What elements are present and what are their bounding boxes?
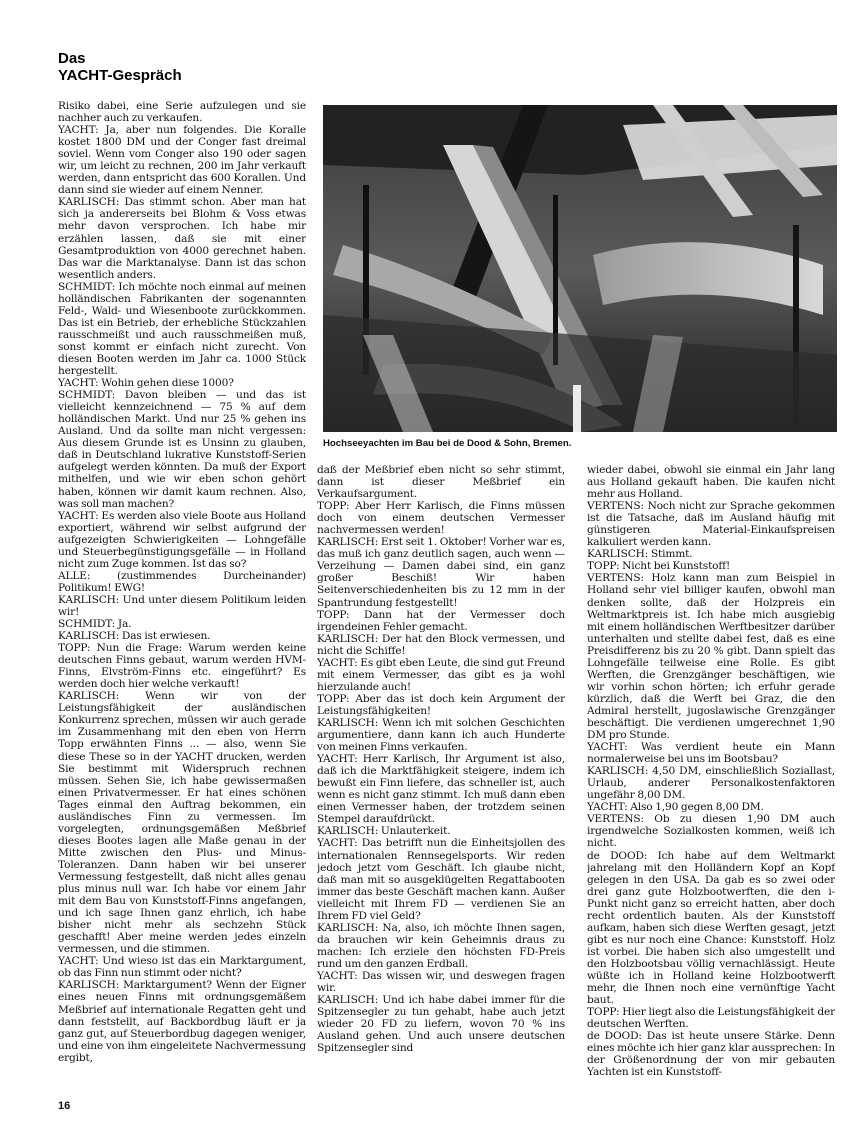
- paragraph: SCHMIDT: Ich möchte noch einmal auf meinen holländischen Fabrikanten der sogenannten Feld-, Wald- und Wiesenboote zurückkommen. Das ist ein Betrieb, der erhebliche Stückzahlen rausschmeißt und auch rausschmeißen muß, sonst kommt er einfach nicht zurecht. Von diesen Booten werden im Jahr ca. 1000 Stück hergestellt.: [58, 280, 306, 378]
- paragraph: TOPP: Aber das ist doch kein Argument der Leistungsfähigkeiten!: [317, 692, 565, 717]
- paragraph: KARLISCH: Na, also, ich möchte Ihnen sagen, da brauchen wir kein Geheimnis draus zu machen: Ich erziele den höchsten FD-Preis rund um den ganzen Erdball.: [317, 921, 565, 970]
- paragraph: YACHT: Und wieso ist das ein Marktargument, ob das Finn nun stimmt oder nicht?: [58, 955, 306, 980]
- section-title-line2: YACHT-Gespräch: [58, 67, 182, 84]
- paragraph: YACHT: Ja, aber nun folgendes. Die Koralle kostet 1800 DM und der Conger fast dreimal soviel. Wenn vom Conger also 190 oder sagen wir, um leicht zu rechnen, 200 im Jahr verkauft werden, dann entspricht das 600 Korallen. Und dann sind sie wieder auf einem Nenner.: [58, 124, 306, 197]
- paragraph: TOPP: Hier liegt also die Leistungsfähigkeit der deutschen Werften.: [587, 1006, 835, 1031]
- text-column-1: [58, 100, 306, 1110]
- text-column-3: [587, 464, 835, 1110]
- section-title: [58, 50, 182, 84]
- photo-caption: Hochseeyachten im Bau bei de Dood & Sohn, Bremen.: [323, 438, 572, 449]
- paragraph: KARLISCH: Der hat den Block vermessen, und nicht die Schiffe!: [317, 632, 565, 657]
- paragraph: KARLISCH: 4,50 DM, einschließlich Soziallast, Urlaub, anderer Personalkostenfaktoren ungefähr 8,00 DM.: [587, 765, 835, 802]
- paragraph: KARLISCH: Erst seit 1. Oktober! Vorher war es, das muß ich ganz deutlich sagen, auch wenn — Verzeihung — Damen dabei sind, ein ganz großer Beschiß! Wir haben Seitenverschiedenheiten bis zu 12 mm in der Spantrundung festgestellt!: [317, 536, 565, 609]
- paragraph: YACHT: Also 1,90 gegen 8,00 DM.: [587, 801, 764, 814]
- paragraph: KARLISCH: Unlauterkeit.: [317, 825, 451, 838]
- paragraph: daß der Meßbrief eben nicht so sehr stimmt, dann ist dieser Meßbrief ein Verkaufsargument.: [317, 464, 565, 501]
- text-column-2: [317, 464, 565, 1110]
- paragraph: YACHT: Es gibt eben Leute, die sind gut Freund mit einem Vermesser, das gibt es ja wohl hierzulande auch!: [317, 656, 565, 693]
- paragraph: TOPP: Nun die Frage: Warum werden keine deutschen Finns gebaut, warum werden HVM-Finns, Elvström-Finns etc. eingeführt? Es werden doch hier welche verkauft!: [58, 642, 306, 691]
- paragraph: KARLISCH: Wenn ich mit solchen Geschichten argumentiere, dann kann ich auch Hunderte von meinen Finns verkaufen.: [317, 716, 565, 754]
- paragraph: KARLISCH: Das stimmt schon. Aber man hat sich ja andererseits bei Blohm & Voss etwas mehr davon versprochen. Ich habe mir erzählen lassen, daß sie mit einer Gesamtproduktion von 4000 gerechnet haben. Das war die Marktanalyse. Dann ist das schon wesentlich anders.: [58, 196, 306, 281]
- paragraph: wieder dabei, obwohl sie einmal ein Jahr lang aus Holland gekauft haben. Die kaufen nicht mehr aus Holland.: [587, 464, 835, 501]
- paragraph: TOPP: Nicht bei Kunststoff!: [587, 560, 731, 573]
- paragraph: de DOOD: Ich habe auf dem Weltmarkt jahrelang mit den Holländern Kopf an Kopf gelegen in den USA. Da gab es so zwei oder drei ganz gute Holzbootwerften, die den i-Punkt nicht ganz so erreicht hatten, aber doch recht ordentlich bauten. Als der Kunststoff aufkam, haben sich diese Werften gesagt, jetzt gibt es nur noch eine Chance: Kunststoff. Holz ist vorbei. Die haben sich also umgestellt und den Holzbootsbau völlig vernachlässigt. Heute wüßte ich in Holland keine Holzbootwerft mehr, die Ihnen noch eine vernünftige Yacht baut.: [587, 849, 835, 1007]
- paragraph: KARLISCH: Und ich habe dabei immer für die Spitzensegler zu tun gehabt, habe auch jetzt wieder 20 FD zu liefern, wovon 70 % ins Ausland gehen. Und auch unsere deutschen Spitzensegler sind: [317, 994, 565, 1055]
- paragraph: YACHT: Das betrifft nun die Einheitsjollen des internationalen Rennsegelsports. Wir reden jedoch jetzt vom Geschäft. Ich glaube nicht, daß man mit so ausgeklügelten Regattabooten immer das beste Geschäft machen kann. Außer vielleicht mit Ihrem FD — verdienen Sie an Ihrem FD viel Geld?: [317, 837, 565, 922]
- paragraph: VERTENS: Holz kann man zum Beispiel in Holland sehr viel billiger kaufen, obwohl man denken sollte, daß der Holzpreis ein Weltmarktpreis ist. Ich habe mich ausgiebig mit einem holländischen Werftbesitzer darüber unterhalten und stellte dabei fest, daß es eine Preisdifferenz bis zu 20 % gibt. Dann spielt das Lohngefälle teilweise eine Rolle. Es gibt Werften, die Grenzgänger beschäftigen, wie wir vorhin schon hörten; ich erfuhr gerade kürzlich, daß die Werft bei Graz, die den Admiral herstellt, jugoslawische Grenzgänger beschäftigt. Die verdienen umgerechnet 1,90 DM pro Stunde.: [587, 572, 835, 742]
- paragraph: de DOOD: Das ist heute unsere Stärke. Denn eines möchte ich hier ganz klar aussprechen: In der Größenordnung der von mir gebauten Yachten ist ein Kunststoff-: [587, 1030, 835, 1079]
- paragraph: YACHT: Das wissen wir, und deswegen fragen wir.: [317, 969, 565, 995]
- paragraph: KARLISCH: Wenn wir von der Leistungsfähigkeit der ausländischen Konkurrenz sprechen, müssen wir auch gerade im Zusammenhang mit den eben von Herrn Topp erwähnten Finns ... — also, wenn Sie diese These so in der YACHT drucken, werden Sie bestimmt mit Widerspruch rechnen müssen. Sehen Sie, ich habe gewissermaßen einen Privatvermesser. Er hat eines schönen Tages einmal den Auftrag bekommen, ein ausländisches Finn zu vermessen. Im vorgelegten, ordnungsgemäßen Meßbrief dieses Bootes lagen alle Maße genau in der Mitte zwischen den Plus- und Minus-Toleranzen. Dann haben wir bei unserer Vermessung festgestellt, daß nicht alles genau plus minus null war. Ich habe vor einem Jahr mit dem Bau von Kunststoff-Finns angefangen, und ich sage Ihnen ganz ehrlich, ich habe bisher nicht mehr als sechzehn Stück geschafft! Aber meine werden jedes einzeln vermessen, und die stimmen.: [58, 690, 306, 956]
- paragraph: TOPP: Dann hat der Vermesser doch irgendeinen Fehler gemacht.: [317, 608, 565, 633]
- paragraph: YACHT: Herr Karlisch, Ihr Argument ist also, daß ich die Marktfähigkeit steigere, indem ich bewußt ein Finn liefere, das schneller ist, auch wenn es nicht ganz stimmt. Ich muß dann eben einen Vermesser haben, der trotzdem seinen Stempel daraufdrückt.: [317, 753, 565, 826]
- page-number: 16: [58, 1100, 71, 1112]
- paragraph: VERTENS: Noch nicht zur Sprache gekommen ist die Tatsache, daß im Ausland häufig mit günstigeren Material-Einkaufspreisen kalkuliert werden kann.: [587, 500, 835, 549]
- paragraph: YACHT: Was verdient heute ein Mann normalerweise bei uns im Bootsbau?: [587, 741, 835, 766]
- paragraph: KARLISCH: Und unter diesem Politikum leiden wir!: [58, 593, 306, 618]
- paragraph: SCHMIDT: Davon bleiben — und das ist vielleicht kennzeichnend — 75 % auf dem holländischen Markt. Und nur 25 % gehen ins Ausland. Und da sollte man nicht vergessen: Aus diesem Grunde ist es Unsinn zu glauben, daß in Deutschland lukrative Kunststoff-Serien aufgelegt werden könnten. Da muß der Export mithelfen, und wie wir eben schon gehört haben, können wir damit kaum rechnen. Also, was soll man machen?: [58, 389, 306, 510]
- paragraph: KARLISCH: Stimmt.: [587, 548, 693, 561]
- paragraph: SCHMIDT: Ja.: [58, 618, 132, 631]
- paragraph: VERTENS: Ob zu diesen 1,90 DM auch irgendwelche Sozialkosten kommen, weiß ich nicht.: [587, 813, 835, 850]
- section-title-line1: Das: [58, 50, 86, 67]
- paragraph: YACHT: Wohin gehen diese 1000?: [58, 377, 234, 390]
- paragraph: KARLISCH: Das ist erwiesen.: [58, 630, 211, 643]
- paragraph: YACHT: Es werden also viele Boote aus Holland exportiert, während wir selbst aufgrund der aufgezeigten Schwierigkeiten — Lohngefälle und Steuerbegünstigungsgefälle — in Holland nicht zum Zuge kommen. Ist das so?: [58, 509, 306, 570]
- paragraph: KARLISCH: Marktargument? Wenn der Eigner eines neuen Finns mit ordnungsgemäßem Meßbrief auf internationale Regatten geht und dann feststellt, auf Backbordbug läuft er ja ganz gut, auf Steuerbordbug dagegen weniger, und eine von ihm eingeleitete Nachvermessung ergibt,: [58, 979, 306, 1064]
- boatyard-photo: [323, 105, 837, 432]
- paragraph: Risiko dabei, eine Serie aufzulegen und sie nachher auch zu verkaufen.: [58, 100, 306, 125]
- boatyard-photo-drawing: [323, 105, 837, 432]
- paragraph: ALLE: (zustimmendes Durcheinander) Politikum! EWG!: [58, 569, 306, 594]
- paragraph: TOPP: Aber Herr Karlisch, die Finns müssen doch von einem deutschen Vermesser nachvermessen werden!: [317, 500, 565, 537]
